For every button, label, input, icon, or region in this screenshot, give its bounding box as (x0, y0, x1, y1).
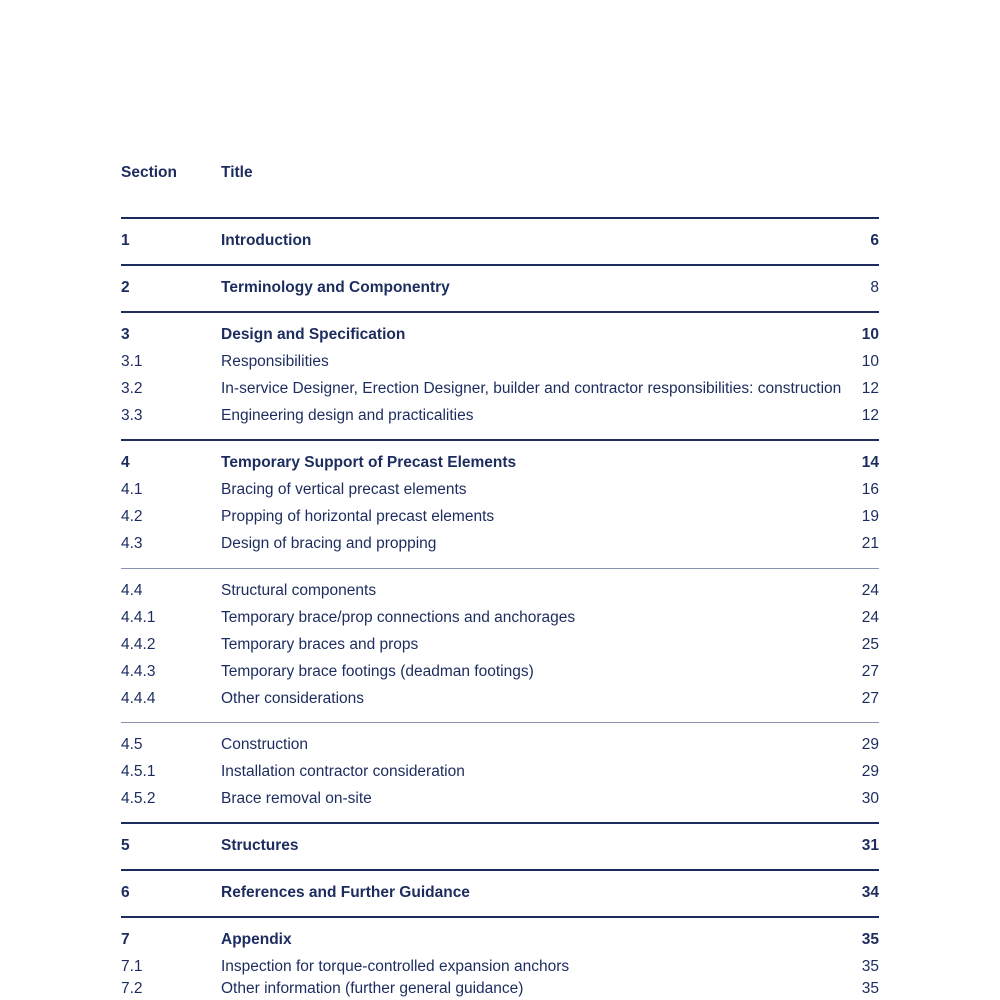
entry-page: 29 (861, 736, 879, 753)
entry-page: 16 (861, 481, 879, 498)
toc-entry-3-1[interactable] (121, 351, 879, 373)
entry-page: 35 (861, 980, 879, 997)
entry-number: 7.1 (121, 958, 143, 975)
entry-title: In-service Designer, Erection Designer, builder and contractor responsibilities: construction (221, 380, 842, 397)
entry-title: Installation contractor consideration (221, 763, 465, 780)
toc-header (121, 164, 879, 184)
entry-number: 4.1 (121, 481, 143, 498)
entry-page: 10 (861, 353, 879, 370)
entry-number: 1 (121, 232, 130, 249)
toc-entry-2[interactable] (121, 277, 879, 299)
entry-title: Brace removal on-site (221, 790, 372, 807)
toc-entry-7-2[interactable] (121, 978, 879, 1000)
subsection-divider (121, 722, 879, 723)
entry-page: 27 (861, 663, 879, 680)
entry-number: 4.5.1 (121, 763, 156, 780)
entry-number: 4.4.3 (121, 663, 156, 680)
entry-number: 3.3 (121, 407, 143, 424)
entry-page: 34 (861, 884, 879, 901)
entry-number: 6 (121, 884, 130, 901)
toc-entry-3-3[interactable] (121, 405, 879, 427)
entry-number: 4.4 (121, 582, 143, 599)
section-divider (121, 439, 879, 441)
entry-page: 14 (861, 454, 879, 471)
entry-number: 7.2 (121, 980, 143, 997)
toc-entry-4-4-2[interactable] (121, 634, 879, 656)
entry-number: 4.5 (121, 736, 143, 753)
toc-entry-4-1[interactable] (121, 479, 879, 501)
entry-title: Bracing of vertical precast elements (221, 481, 467, 498)
entry-page: 8 (870, 279, 879, 296)
entry-title: Design and Specification (221, 326, 406, 343)
toc-entry-4-3[interactable] (121, 533, 879, 555)
entry-number: 4.3 (121, 535, 143, 552)
entry-title: Temporary brace footings (deadman footings) (221, 663, 534, 680)
entry-number: 4.4.4 (121, 690, 156, 707)
entry-title: Propping of horizontal precast elements (221, 508, 495, 525)
entry-title: Design of bracing and propping (221, 535, 437, 552)
entry-page: 24 (861, 582, 879, 599)
section-divider (121, 869, 879, 871)
entry-number: 4 (121, 454, 130, 471)
entry-title: Construction (221, 736, 309, 753)
entry-title: Appendix (221, 931, 292, 948)
entry-page: 35 (861, 931, 879, 948)
toc-entry-3-2[interactable] (121, 378, 879, 400)
entry-title: Inspection for torque-controlled expansion anchors (221, 958, 570, 975)
toc-entry-7[interactable] (121, 929, 879, 951)
entry-number: 3.1 (121, 353, 143, 370)
entry-title: Temporary brace/prop connections and anchorages (221, 609, 576, 626)
entry-title: Other information (further general guidance) (221, 980, 524, 997)
title-column-header: Title (221, 164, 253, 181)
entry-page: 10 (861, 326, 879, 343)
entry-page: 30 (861, 790, 879, 807)
entry-title: Introduction (221, 232, 312, 249)
toc-entry-4-5[interactable] (121, 734, 879, 756)
entry-title: Engineering design and practicalities (221, 407, 474, 424)
subsection-divider (121, 568, 879, 569)
section-divider (121, 822, 879, 824)
entry-number: 5 (121, 837, 130, 854)
entry-page: 27 (861, 690, 879, 707)
toc-entry-5[interactable] (121, 835, 879, 857)
entry-title: Structural components (221, 582, 377, 599)
entry-number: 7 (121, 931, 130, 948)
section-divider (121, 264, 879, 266)
toc-entry-4-5-1[interactable] (121, 761, 879, 783)
entry-title: Structures (221, 837, 299, 854)
entry-page: 19 (861, 508, 879, 525)
toc-entry-4-2[interactable] (121, 506, 879, 528)
section-divider (121, 217, 879, 219)
entry-title: Responsibilities (221, 353, 329, 370)
toc-entry-1[interactable] (121, 230, 879, 252)
toc-entry-4-4-3[interactable] (121, 661, 879, 683)
entry-title: References and Further Guidance (221, 884, 470, 901)
toc-entry-4-4-1[interactable] (121, 607, 879, 629)
toc-entry-3[interactable] (121, 324, 879, 346)
entry-page: 6 (870, 232, 879, 249)
entry-page: 12 (861, 380, 879, 397)
entry-page: 12 (861, 407, 879, 424)
entry-page: 35 (861, 958, 879, 975)
toc-entry-4-4-4[interactable] (121, 688, 879, 710)
entry-number: 2 (121, 279, 130, 296)
entry-title: Temporary Support of Precast Elements (221, 454, 517, 471)
toc-entry-4[interactable] (121, 452, 879, 474)
entry-number: 3.2 (121, 380, 143, 397)
entry-page: 25 (861, 636, 879, 653)
entry-number: 3 (121, 326, 130, 343)
entry-page: 24 (861, 609, 879, 626)
toc-entry-4-4[interactable] (121, 580, 879, 602)
entry-number: 4.2 (121, 508, 143, 525)
section-divider (121, 916, 879, 918)
section-column-header: Section (121, 164, 177, 181)
toc-entry-7-1[interactable] (121, 956, 879, 978)
entry-page: 21 (861, 535, 879, 552)
entry-page: 29 (861, 763, 879, 780)
entry-number: 4.4.2 (121, 636, 156, 653)
entry-number: 4.5.2 (121, 790, 156, 807)
entry-title: Other considerations (221, 690, 365, 707)
entry-title: Temporary braces and props (221, 636, 419, 653)
toc-entry-6[interactable] (121, 882, 879, 904)
section-divider (121, 311, 879, 313)
toc-entry-4-5-2[interactable] (121, 788, 879, 810)
entry-title: Terminology and Componentry (221, 279, 450, 296)
entry-page: 31 (861, 837, 879, 854)
entry-number: 4.4.1 (121, 609, 156, 626)
